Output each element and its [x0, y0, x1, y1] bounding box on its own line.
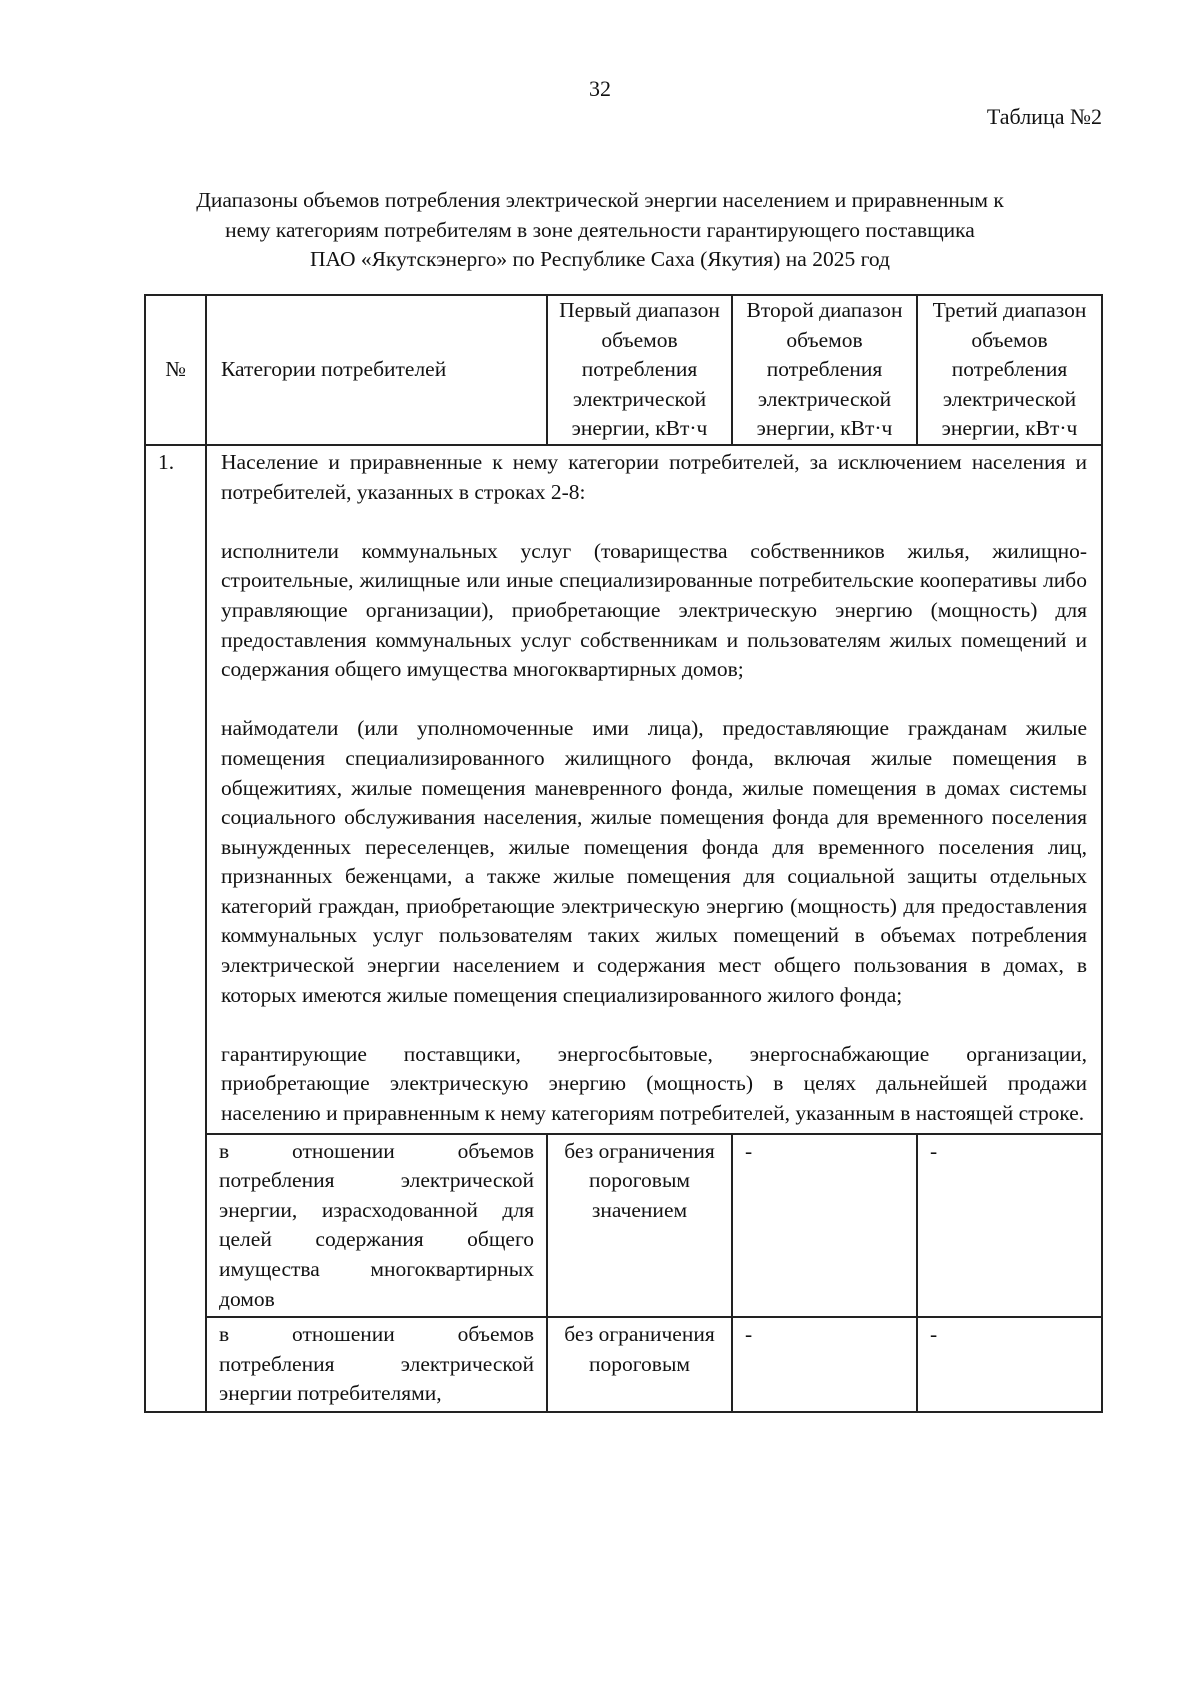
table-sub-row: [145, 1317, 1102, 1412]
header-category: Категории потребителей: [206, 295, 547, 445]
row-description: [206, 445, 1102, 1134]
table-label: Таблица №2: [986, 104, 1102, 129]
table-header-row: [145, 295, 1102, 445]
title-line: Диапазоны объемов потребления электрической энергии населением и приравненным к: [196, 188, 1004, 212]
header-number: №: [145, 295, 206, 445]
consumption-ranges-table: [144, 294, 1103, 1413]
description-paragraph: исполнители коммунальных услуг (товарищества собственников жилья, жилищно-строительные, жилищные или иные специализированные потребительские кооперативы либо управляющие организации), приобретающие электрическую энергию (мощность) для предоставления коммунальных услуг собственникам и пользователям жилых помещений и содержания общего имущества многоквартирных домов;: [221, 538, 1087, 682]
description-paragraph: Население и приравненные к нему категории потребителей, за исключением населения и потребителей, указанных в строках 2-8:: [221, 449, 1087, 504]
row-number: 1.: [145, 445, 206, 1412]
sub-row-label: в отношении объемов потребления электрической энергии потребителями,: [206, 1317, 547, 1412]
sub-row-range-second: -: [732, 1134, 917, 1318]
table-row: [145, 445, 1102, 1134]
header-range-third: Третий диапазон объемов потребления электрической энергии, кВт·ч: [917, 295, 1102, 445]
title-line: ПАО «Якутскэнерго» по Республике Саха (Якутия) на 2025 год: [310, 247, 890, 271]
sub-row-label: в отношении объемов потребления электрической энергии, израсходованной для целей содержания общего имущества многоквартирных домов: [206, 1134, 547, 1318]
header-range-second: Второй диапазон объемов потребления электрической энергии, кВт·ч: [732, 295, 917, 445]
title-line: нему категориям потребителям в зоне деятельности гарантирующего поставщика: [225, 217, 975, 242]
sub-row-range-third: -: [917, 1134, 1102, 1318]
header-range-first: Первый диапазон объемов потребления электрической энергии, кВт·ч: [547, 295, 732, 445]
sub-row-range-third: -: [917, 1317, 1102, 1412]
page-number: 32: [589, 76, 611, 101]
sub-row-range-first: без ограничения пороговым: [547, 1317, 732, 1412]
document-title: [140, 186, 1060, 275]
table-sub-row: [145, 1134, 1102, 1318]
sub-row-range-second: -: [732, 1317, 917, 1412]
sub-row-range-first: без ограничения пороговым значением: [547, 1134, 732, 1318]
description-paragraph: наймодатели (или уполномоченные ими лица), предоставляющие гражданам жилые помещения специализированного жилищного фонда, включая жилые помещения в общежитиях, жилые помещения маневренного фонда, жилые помещения в домах системы социального обслуживания населения, жилые помещения фонда для временного поселения вынужденных переселенцев, жилые помещения фонда для временного поселения лиц, признанных беженцами, а также жилые помещения для социальной защиты отдельных категорий граждан, приобретающие электрическую энергию (мощность) для предоставления коммунальных услуг пользователям таких жилых помещений в объемах потребления электрической энергии населением и содержания мест общего пользования в домах, в которых имеются жилые помещения специализированного жилого фонда;: [221, 716, 1087, 1007]
description-paragraph: гарантирующие поставщики, энергосбытовые, энергоснабжающие организации, приобретающие электрическую энергию (мощность) в целях дальнейшей продажи населению и приравненным к нему категориям потребителей, указанным в настоящей строке.: [221, 1041, 1087, 1126]
